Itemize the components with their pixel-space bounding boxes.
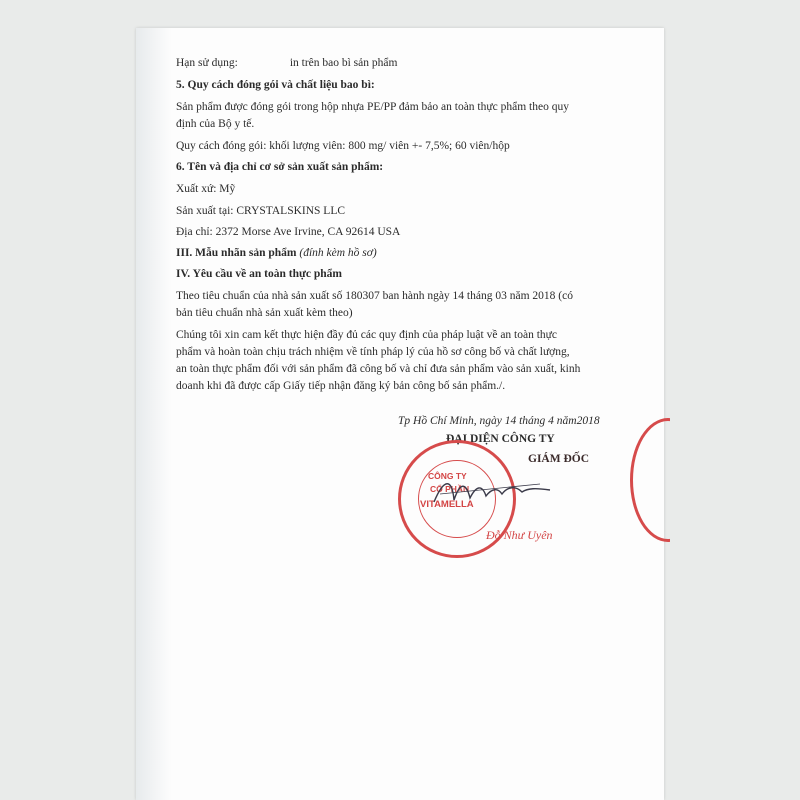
- address-line: Địa chỉ: 2372 Morse Ave Irvine, CA 92614 USA: [176, 226, 401, 238]
- shelf-life-label: Hạn sử dụng:: [176, 57, 238, 69]
- shelf-life-line: [176, 56, 397, 70]
- section5-paragraph1-line1: Sản phẩm được đóng gói trong hộp nhựa PE/PP đảm bảo an toàn thực phẩm theo quy: [176, 101, 569, 113]
- representative-title: ĐẠI DIỆN CÔNG TY: [446, 433, 555, 445]
- page-scan-shadow: [136, 28, 172, 800]
- partial-stamp-edge: [630, 418, 706, 542]
- section4-paragraph1-line2: bản tiêu chuẩn nhà sản xuất kèm theo): [176, 307, 353, 319]
- shelf-life-value: in trên bao bì sản phẩm: [289, 57, 398, 69]
- section6-title: 6. Tên và địa chỉ cơ sở sản xuất sản phẩm:: [176, 161, 384, 173]
- date-line: Tp Hồ Chí Minh, ngày 14 tháng 4 năm2018: [398, 415, 600, 427]
- stamp-name-text: VITAMELLA: [420, 499, 474, 510]
- section3-line: [176, 246, 377, 260]
- section4-paragraph2-line4: doanh khi đã được cấp Giấy tiếp nhận đăng ký bản công bố sản phẩm./.: [176, 380, 506, 392]
- section3-note: (đính kèm hồ sơ): [299, 247, 377, 259]
- stamp-type-text: CỔ PHẦN: [430, 484, 470, 494]
- section5-title: 5. Quy cách đóng gói và chất liệu bao bì:: [176, 79, 375, 91]
- section4-paragraph2-line3: an toàn thực phẩm đối với sản phẩm đã công bố và chỉ đưa sản phẩm vào sản xuất, kinh: [176, 363, 581, 375]
- section5-paragraph1-line2: định của Bộ y tế.: [176, 118, 255, 130]
- manufacturer-line: Sản xuất tại: CRYSTALSKINS LLC: [176, 205, 346, 217]
- director-title: GIÁM ĐỐC: [528, 453, 590, 465]
- section4-title: IV. Yêu cầu về an toàn thực phẩm: [176, 268, 343, 280]
- stamp-company-text: CÔNG TY: [428, 471, 467, 481]
- signer-name: Đỗ Như Uyên: [486, 528, 553, 542]
- section5-paragraph2: Quy cách đóng gói: khối lượng viên: 800 mg/ viên +- 7,5%; 60 viên/hộp: [176, 140, 510, 152]
- origin-line: Xuất xứ: Mỹ: [176, 183, 236, 195]
- section4-paragraph2-line2: phẩm và hoàn toàn chịu trách nhiệm về tính pháp lý của hồ sơ công bố và chất lượng,: [176, 346, 570, 358]
- section3-title: III. Mẫu nhãn sản phẩm: [176, 247, 297, 259]
- section4-paragraph2-line1: Chúng tôi xin cam kết thực hiện đầy đủ các quy định của pháp luật về an toàn thực: [176, 329, 557, 341]
- section4-paragraph1-line1: Theo tiêu chuẩn của nhà sản xuất số 180307 ban hành ngày 14 tháng 03 năm 2018 (có: [176, 290, 573, 302]
- signature: [430, 472, 560, 512]
